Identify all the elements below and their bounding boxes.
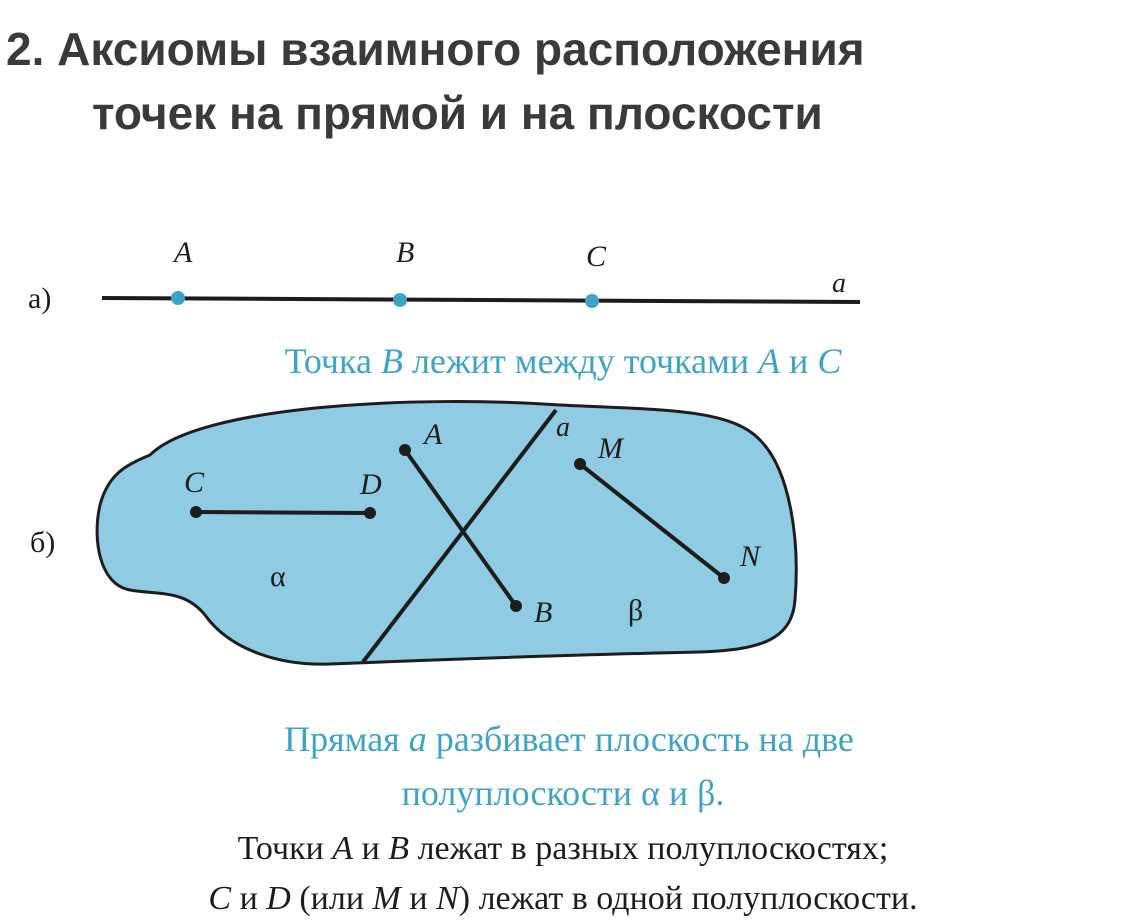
description-line2 [0, 880, 1126, 918]
caption-b-line-a: a [408, 719, 427, 759]
description-part: лежат в разных полуплоскостях; [409, 830, 889, 867]
point-c-dot [585, 294, 599, 308]
line-a [102, 298, 860, 302]
point-a-dot [171, 291, 185, 305]
plane-region [97, 402, 796, 665]
point-m-label: M [598, 432, 623, 465]
description-part: и [353, 830, 389, 867]
caption-b-part: Прямая [284, 719, 409, 759]
point-b-dot-b [510, 600, 522, 612]
caption-figure-b-line1 [6, 718, 1126, 760]
description-part: и [231, 880, 267, 917]
line-a-label: a [832, 268, 846, 299]
caption-figure-a [0, 340, 1126, 382]
point-c-label-b: C [184, 466, 205, 499]
point-c-dot-b [190, 506, 202, 518]
point-a-label: A [174, 236, 193, 269]
point-a-label-b: A [424, 418, 443, 451]
point-n-label: N [740, 540, 761, 573]
point-b-dot [393, 293, 407, 307]
halfplane-beta-label: β [628, 594, 644, 627]
dividing-line-label: a [556, 412, 570, 443]
segment-cd [196, 512, 370, 513]
point-d-dot-b [364, 507, 376, 519]
description-line1 [0, 830, 1126, 868]
caption-a-part: и [780, 341, 818, 381]
description-part: ) лежат в одной полуплоскости. [458, 880, 918, 917]
halfplane-alpha-label: α [270, 560, 286, 593]
title-line-2: точек на прямой и на плоскости [92, 87, 823, 139]
description-point-c: C [208, 880, 232, 917]
caption-a-point-a: A [758, 341, 781, 381]
caption-a-part: лежит между точками [402, 341, 759, 381]
point-c-label: C [586, 240, 607, 273]
figure-b-marker: б) [30, 526, 56, 559]
description-part: (или [290, 880, 373, 917]
description-point-b: B [388, 830, 410, 867]
caption-b-part: разбивает плоскость на две [426, 719, 854, 759]
title-line-1: 2. Аксиомы взаимного расположения [6, 23, 865, 75]
caption-figure-b-line2: полуплоскости α и β. [401, 773, 725, 813]
caption-a-point-c: C [817, 341, 842, 381]
point-d-label-b: D [360, 468, 382, 501]
description-part: и [400, 880, 437, 917]
description-point-n: N [436, 880, 459, 917]
point-n-dot [718, 572, 730, 584]
point-m-dot [574, 458, 586, 470]
description-part: Точки [237, 830, 333, 867]
point-b-label-b: B [534, 596, 553, 629]
description-point-d: D [266, 880, 291, 917]
description-point-m: M [372, 880, 401, 917]
figure-a-marker: а) [28, 282, 52, 315]
point-b-label: B [396, 236, 415, 269]
caption-a-part: Точка [284, 341, 381, 381]
point-a-dot-b [399, 444, 411, 456]
caption-a-point-b: B [380, 341, 403, 381]
description-point-a: A [332, 830, 354, 867]
